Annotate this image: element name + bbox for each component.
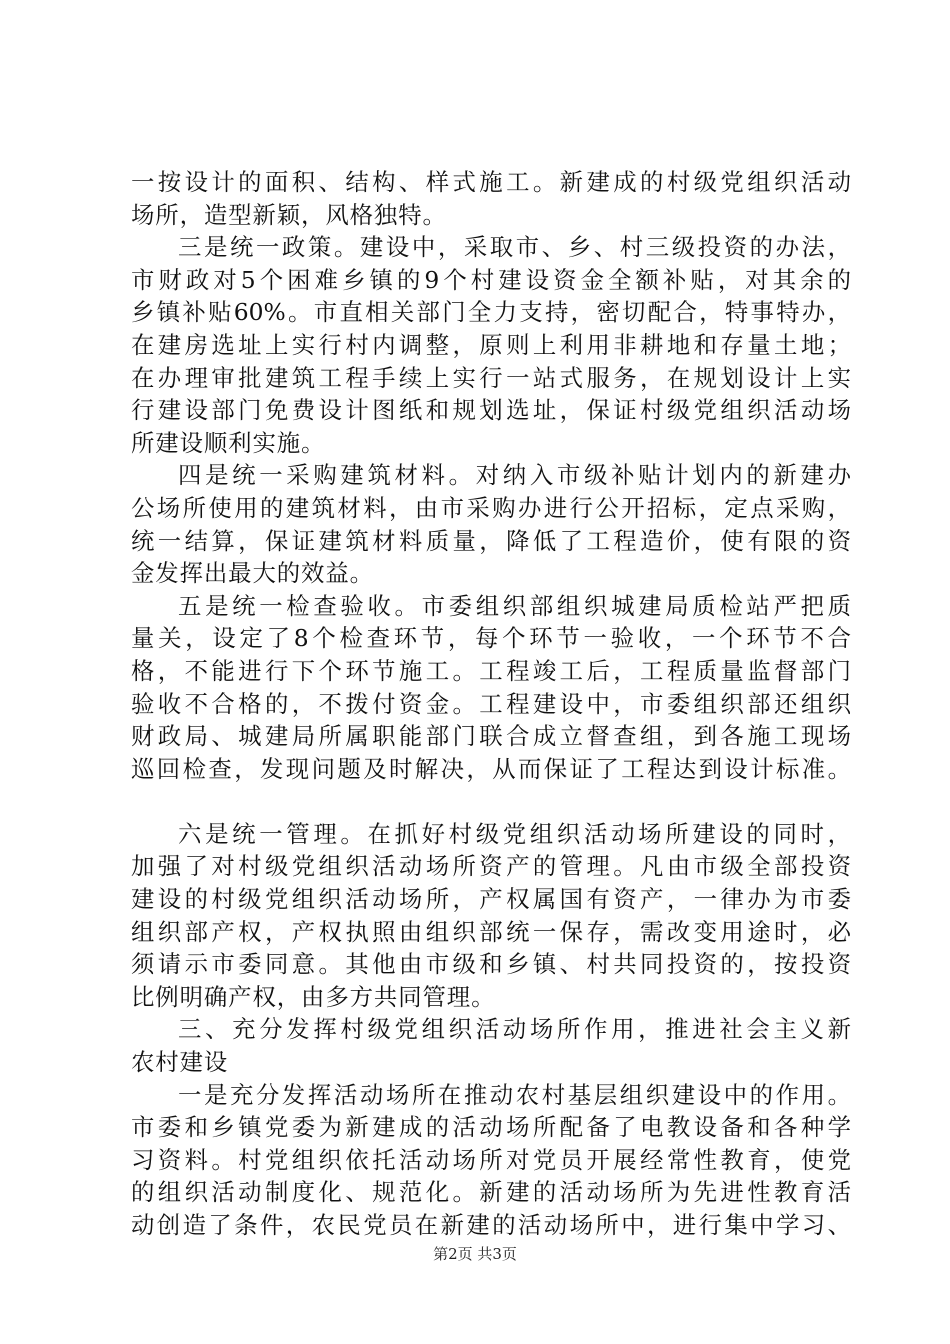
text-line: 统一结算，保证建筑材料质量，降低了工程造价，使有限的资 [131, 526, 851, 555]
text-line: 一按设计的面积、结构、样式施工。新建成的村级党组织活动 [131, 168, 851, 196]
text-line: 须请示市委同意。其他由市级和乡镇、村共同投资的，按投资 [131, 950, 851, 979]
text-line: 巡回检查，发现问题及时解决，从而保证了工程达到设计标准。 [131, 754, 851, 783]
text-line: 行建设部门免费设计图纸和规划选址，保证村级党组织活动场 [131, 396, 851, 425]
text-line: 加强了对村级党组织活动场所资产的管理。凡由市级全部投资 [131, 852, 851, 881]
page-number-footer: 第2页 共3页 [433, 1245, 517, 1263]
text-line: 比例明确产权，由多方共同管理。 [131, 982, 496, 1011]
text-line: 量关，设定了8个检查环节，每个环节一验收，一个环节不合 [131, 624, 851, 653]
text-line: 格，不能进行下个环节施工。工程竣工后，工程质量监督部门 [131, 656, 851, 685]
text-line: 动创造了条件，农民党员在新建的活动场所中，进行集中学习、 [131, 1211, 851, 1239]
text-line: 习资料。村党组织依托活动场所对党员开展经常性教育，使党 [131, 1145, 851, 1174]
text-line: 在建房选址上实行村内调整，原则上利用非耕地和存量土地； [131, 330, 851, 359]
text-line: 乡镇补贴60%。市直相关部门全力支持，密切配合，特事特办， [131, 298, 851, 327]
text-line: 在办理审批建筑工程手续上实行一站式服务，在规划设计上实 [131, 363, 851, 392]
text-line: 市委和乡镇党委为新建成的活动场所配备了电教设备和各种学 [131, 1113, 851, 1142]
text-line: 场所，造型新颖，风格独特。 [131, 200, 447, 229]
paragraph-first-line: 六是统一管理。在抓好村级党组织活动场所建设的同时， [178, 819, 851, 848]
section-heading-continuation: 农村建设 [131, 1048, 229, 1077]
paragraph-first-line: 五是统一检查验收。市委组织部组织城建局质检站严把质 [178, 591, 851, 620]
document-body [131, 166, 851, 1242]
text-line: 所建设顺利实施。 [131, 428, 326, 457]
text-line: 金发挥出最大的效益。 [131, 559, 374, 588]
text-line: 验收不合格的，不拨付资金。工程建设中，市委组织部还组织 [131, 689, 851, 718]
text-line: 的组织活动制度化、规范化。新建的活动场所为先进性教育活 [131, 1178, 851, 1207]
text-line: 财政局、城建局所属职能部门联合成立督查组，到各施工现场 [131, 722, 851, 751]
paragraph-gap [131, 785, 851, 818]
paragraph-first-line: 一是充分发挥活动场所在推动农村基层组织建设中的作用。 [178, 1080, 851, 1109]
text-line: 市财政对5个困难乡镇的9个村建设资金全额补贴，对其余的 [131, 265, 851, 294]
text-line: 公场所使用的建筑材料，由市采购办进行公开招标，定点采购， [131, 493, 851, 522]
paragraph-first-line: 四是统一采购建筑材料。对纳入市级补贴计划内的新建办 [178, 461, 851, 490]
paragraph-first-line: 三是统一政策。建设中，采取市、乡、村三级投资的办法， [178, 233, 851, 262]
section-heading: 三、充分发挥村级党组织活动场所作用，推进社会主义新 [178, 1015, 851, 1044]
text-line: 建设的村级党组织活动场所，产权属国有资产，一律办为市委 [131, 885, 851, 914]
text-line: 组织部产权，产权执照由组织部统一保存，需改变用途时，必 [131, 917, 851, 946]
